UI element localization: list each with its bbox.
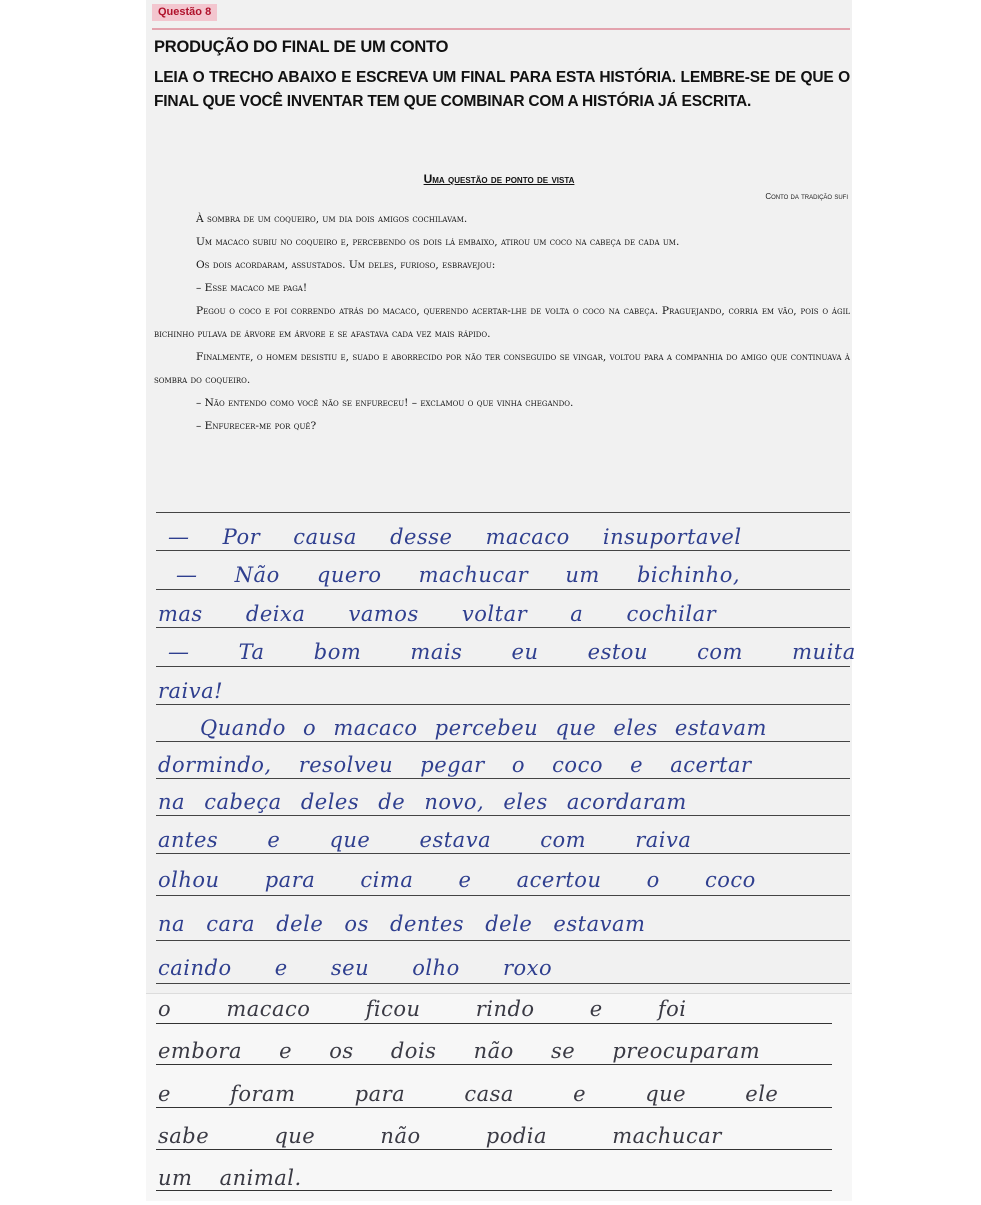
story-paragraph: Um macaco subiu no coqueiro e, percebendo os dois lá embaixo, atirou um coco na cabeça de cada um. [196, 236, 680, 248]
handwritten-line: na cara dele os dentes dele estavam [158, 912, 646, 936]
story-source: Conto da tradição sufi [765, 192, 848, 201]
handwritten-line: antes e que estava com raiva [158, 828, 692, 852]
answer-rule [156, 983, 850, 984]
handwritten-line: um animal. [158, 1166, 302, 1190]
answer-rule [156, 778, 850, 779]
story-paragraph: À sombra de um coqueiro, um dia dois amigos cochilavam. [196, 213, 468, 225]
story-paragraph: Finalmente, o homem desistiu e, suado e aborrecido por não ter conseguido se vingar, voltou para a companhia do amigo que continuava à sombra do coqueiro. [154, 351, 850, 386]
story-paragraph: Pegou o coco e foi correndo atrás do macaco, querendo acertar-lhe de volta o coco na cabeça. Praguejando, corria em vão, pois o ágil bichinho pulava de árvore em árvore e se afastava cada vez mais rápido. [154, 305, 850, 340]
answer-rule [156, 1107, 832, 1108]
question-badge: Questão 8 [152, 4, 217, 21]
answer-rule [156, 704, 850, 705]
answer-rule [156, 512, 850, 513]
handwritten-line: mas deixa vamos voltar a cochilar [158, 602, 717, 626]
answer-rule [156, 940, 850, 941]
story-paragraph: – Não entendo como você não se enfureceu! – exclamou o que vinha chegando. [196, 397, 574, 409]
instructions: LEIA O TRECHO ABAIXO E ESCREVA UM FINAL PARA ESTA HISTÓRIA. LEMBRE-SE DE QUE O FINAL QUE VOCÊ INVENTAR TEM QUE COMBINAR COM A HISTÓRIA JÁ ESCRITA. [154, 69, 850, 110]
handwritten-line: — Por causa desse macaco insuportavel [168, 525, 742, 549]
handwritten-line: embora e os dois não se preocuparam [158, 1039, 761, 1063]
story-paragraph: – Enfurecer-me por quê? [196, 420, 317, 432]
answer-rule [156, 853, 850, 854]
handwritten-line: — Ta bom mais eu estou com muita [168, 640, 856, 664]
page-title: PRODUÇÃO DO FINAL DE UM CONTO [154, 38, 449, 56]
story-paragraph: – Esse macaco me paga! [196, 282, 308, 294]
handwritten-line: na cabeça deles de novo, eles acordaram [158, 790, 687, 814]
answer-rule [156, 1023, 832, 1024]
answer-rule [156, 1149, 832, 1150]
answer-rule [156, 1190, 832, 1191]
handwritten-line: olhou para cima e acertou o coco [158, 868, 756, 892]
answer-rule [156, 550, 850, 551]
handwritten-line: — Não quero machucar um bichinho, [176, 563, 741, 587]
answer-rule [156, 741, 850, 742]
story-title: Uma questão de ponto de vista [423, 172, 575, 186]
handwritten-line: e foram para casa e que ele [158, 1082, 779, 1106]
answer-rule [156, 627, 850, 628]
handwritten-line: dormindo, resolveu pegar o coco e acertar [158, 753, 752, 777]
handwritten-line: raiva! [158, 679, 224, 703]
handwritten-line: sabe que não podia machucar [158, 1124, 722, 1148]
answer-rule [156, 589, 850, 590]
story-paragraph: Os dois acordaram, assustados. Um deles, furioso, esbravejou: [196, 259, 496, 271]
header-divider [152, 28, 850, 30]
answer-rule [156, 666, 850, 667]
handwritten-line: o macaco ficou rindo e foi [158, 997, 687, 1021]
handwritten-line: caindo e seu olho roxo [158, 956, 553, 980]
answer-rule [156, 895, 850, 896]
answer-rule [156, 1064, 832, 1065]
handwritten-line: Quando o macaco percebeu que eles estavam [200, 716, 767, 740]
story-text [154, 208, 850, 438]
answer-rule [156, 815, 850, 816]
